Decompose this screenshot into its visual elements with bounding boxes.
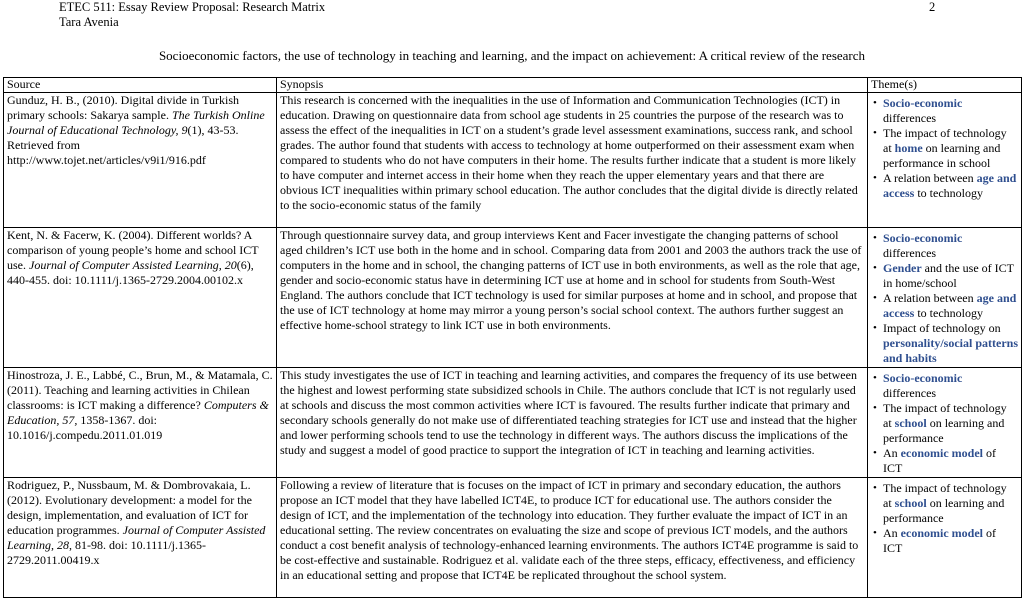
header-synopsis: Synopsis [277,78,868,93]
theme-keyword: age and access [883,171,1017,200]
theme-text: on learning and performance in school [883,141,1001,170]
theme-item [871,171,1018,201]
theme-keyword: personality/social patterns and habits [883,336,1018,365]
citation-lead: Hinostroza, J. E., Labbé, C., Brun, M., & Matamala, C. (2011). Teaching and learning activities in Chilean classrooms: is ICT making a difference? [7,368,273,412]
themes-cell [868,478,1022,598]
theme-item [871,261,1018,291]
table-row [4,93,1022,228]
themes-list [871,231,1018,366]
header-source: Source [4,78,277,93]
theme-keyword: school [894,416,927,430]
themes-list [871,371,1018,476]
theme-item [871,371,1018,401]
synopsis-cell: Through questionnaire survey data, and group interviews Kent and Facer investigate the changing patterns of school aged children’s ICT use both in the home and in school. Comparing data from 2001 and 2003 the authors track the use of computers in the home and in school, the changing patterns of ICT use in both environments, as well as the role that age, gender and socio-economic status have in determining ICT use at home and in school for students from South-West England. The authors conclude that ICT technology is used for similar purposes at home and in school, and propose that the use of ICT technology at home may mirror a young person’s social school context. The authors further suggest an effective home-school strategy to link ICT use in both environments. [277,228,868,368]
document-title: Socioeconomic factors, the use of technology in teaching and learning, and the impact on achievement: A critical review of the research [158,48,866,63]
theme-text: to technology [914,306,983,320]
theme-text: to technology [914,186,983,200]
theme-text: differences [883,111,937,125]
theme-text: A relation between [883,171,977,185]
theme-item [871,291,1018,321]
theme-keyword: age and access [883,291,1017,320]
citation-lead: Rodriguez, P., Nussbaum, M. & Dombrovakaia, L. (2012). Evolutionary development: a model for the design, implementation, and evaluation of ICT for education programmes. [7,478,252,537]
themes-list [871,96,1018,201]
theme-text: differences [883,386,937,400]
citation-journal: Journal of Computer Assisted Learning, 28 [7,523,266,552]
synopsis-cell: Following a review of literature that is focuses on the impact of ICT in primary and secondary education, the authors propose an ICT model that they have labelled ICT4E, to produce ICT for educational use. The authors consider the design of ICT, and the implementation of the technology into education. They further evaluate the impact of ICT in an educational setting. The review concentrates on evaluating the size and scope of previous ICT models, and the authors conduct a cost benefit analysis of technology-enhanced learning environments. The authors ICT4E programme is said to be cost-effective and sustainable. Rodriguez et al. validate each of the three steps, efficacy, effectiveness, and efficiency in an educational setting and propose that ICT4E be replicated throughout the school system. [277,478,868,598]
research-matrix-table [3,77,1022,598]
theme-text: and the use of ICT in home/school [883,261,1014,290]
theme-text: of ICT [883,446,996,475]
theme-item [871,401,1018,446]
theme-text: of ICT [883,526,996,555]
theme-text: on learning and performance [883,496,1005,525]
theme-item [871,526,1018,556]
source-cell [4,228,277,368]
source-cell [4,93,277,228]
page-number: 2 [929,0,936,14]
synopsis-cell: This study investigates the use of ICT in teaching and learning activities, and compares the frequency of its use between the highest and lowest performing state subsidized schools in Chile. The authors conclude that ICT is not regularly used at schools and discuss the most common activities where ICT is favoured. The results further indicate that primary and secondary schools generally do not make use of differentiated teaching strategies for ICT use and instead that the higher and lower performing schools tend to use the technology in different ways. The authors discuss the implications of the study and suggest a model of good practice to support the integration of ICT in teaching and learning activities. [277,368,868,478]
theme-text: The impact of technology at [883,401,1007,430]
theme-keyword: Socio-economic [883,371,963,385]
theme-text: differences [883,246,937,260]
synopsis-cell: This research is concerned with the inequalities in the use of Information and Communication Technologies (ICT) in education. Drawing on questionnaire data from school age students in 25 countries the purpose of the research was to assess the effect of the inequalities in ICT on a student’s grade level assessment examinations, success rank, and school grades. The author found that students with access to technology at home outperformed on their assessment exam when compared to students who do not have computers in their home. The results further indicate that a student is more likely to have computer and internet access in their home when they reach the upper elementary years and that there are obvious ICT inequalities within primary school education. The author concludes that the digital divide is directly related to the socio-economic status of the family [277,93,868,228]
theme-keyword: home [894,141,923,155]
source-cell [4,368,277,478]
citation-journal: Journal of Computer Assisted Learning, 20 [29,258,237,272]
theme-keyword: Gender [883,261,922,275]
citation-lead: Gunduz, H. B., (2010). Digital divide in Turkish primary schools: Sakarya sample. [7,93,240,122]
citation-journal: The Turkish Online Journal of Educational Technology, 9 [7,108,265,137]
theme-keyword: economic model [900,446,983,460]
theme-item [871,231,1018,261]
theme-keyword: Socio-economic [883,231,963,245]
themes-cell [868,368,1022,478]
themes-cell [868,93,1022,228]
header-themes: Theme(s) [868,78,1022,93]
table-row [4,368,1022,478]
author-name: Tara Avenia [59,15,119,29]
theme-keyword: economic model [900,526,983,540]
themes-cell [868,228,1022,368]
theme-text: A relation between [883,291,977,305]
citation-details: (1), 43-53. Retrieved from http://www.tojet.net/articles/v9i1/916.pdf [7,123,239,167]
table-row [4,228,1022,368]
theme-keyword: school [894,496,927,510]
theme-item [871,96,1018,126]
citation-details: (6), 440-455. doi: 10.1111/j.1365-2729.2004.00102.x [7,258,254,287]
theme-text: The impact of technology at [883,126,1007,155]
theme-item [871,446,1018,476]
course-title: ETEC 511: Essay Review Proposal: Research Matrix [59,0,326,14]
source-cell [4,478,277,598]
themes-list [871,481,1018,556]
citation-lead: Kent, N. & Facerw, K. (2004). Different worlds? A comparison of young people’s home and school ICT use. [7,228,259,272]
citation-details: 1358-1367. doi: 10.1016/j.compedu.2011.01.019 [7,413,163,442]
theme-keyword: Socio-economic [883,96,963,110]
theme-text: Impact of technology on [883,321,1001,335]
theme-text: The impact of technology at [883,481,1007,510]
theme-text: on learning and performance [883,416,1005,445]
theme-item [871,126,1018,171]
citation-details: , 81-98. doi: 10.1111/j.1365-2729.2011.00419.x [7,538,207,567]
theme-item [871,481,1018,526]
theme-text: An [883,526,901,540]
table-header-row [4,78,1022,93]
theme-text: An [883,446,901,460]
theme-item [871,321,1018,366]
table-row [4,478,1022,598]
citation-journal: Computers & Education, 57, [7,398,269,427]
